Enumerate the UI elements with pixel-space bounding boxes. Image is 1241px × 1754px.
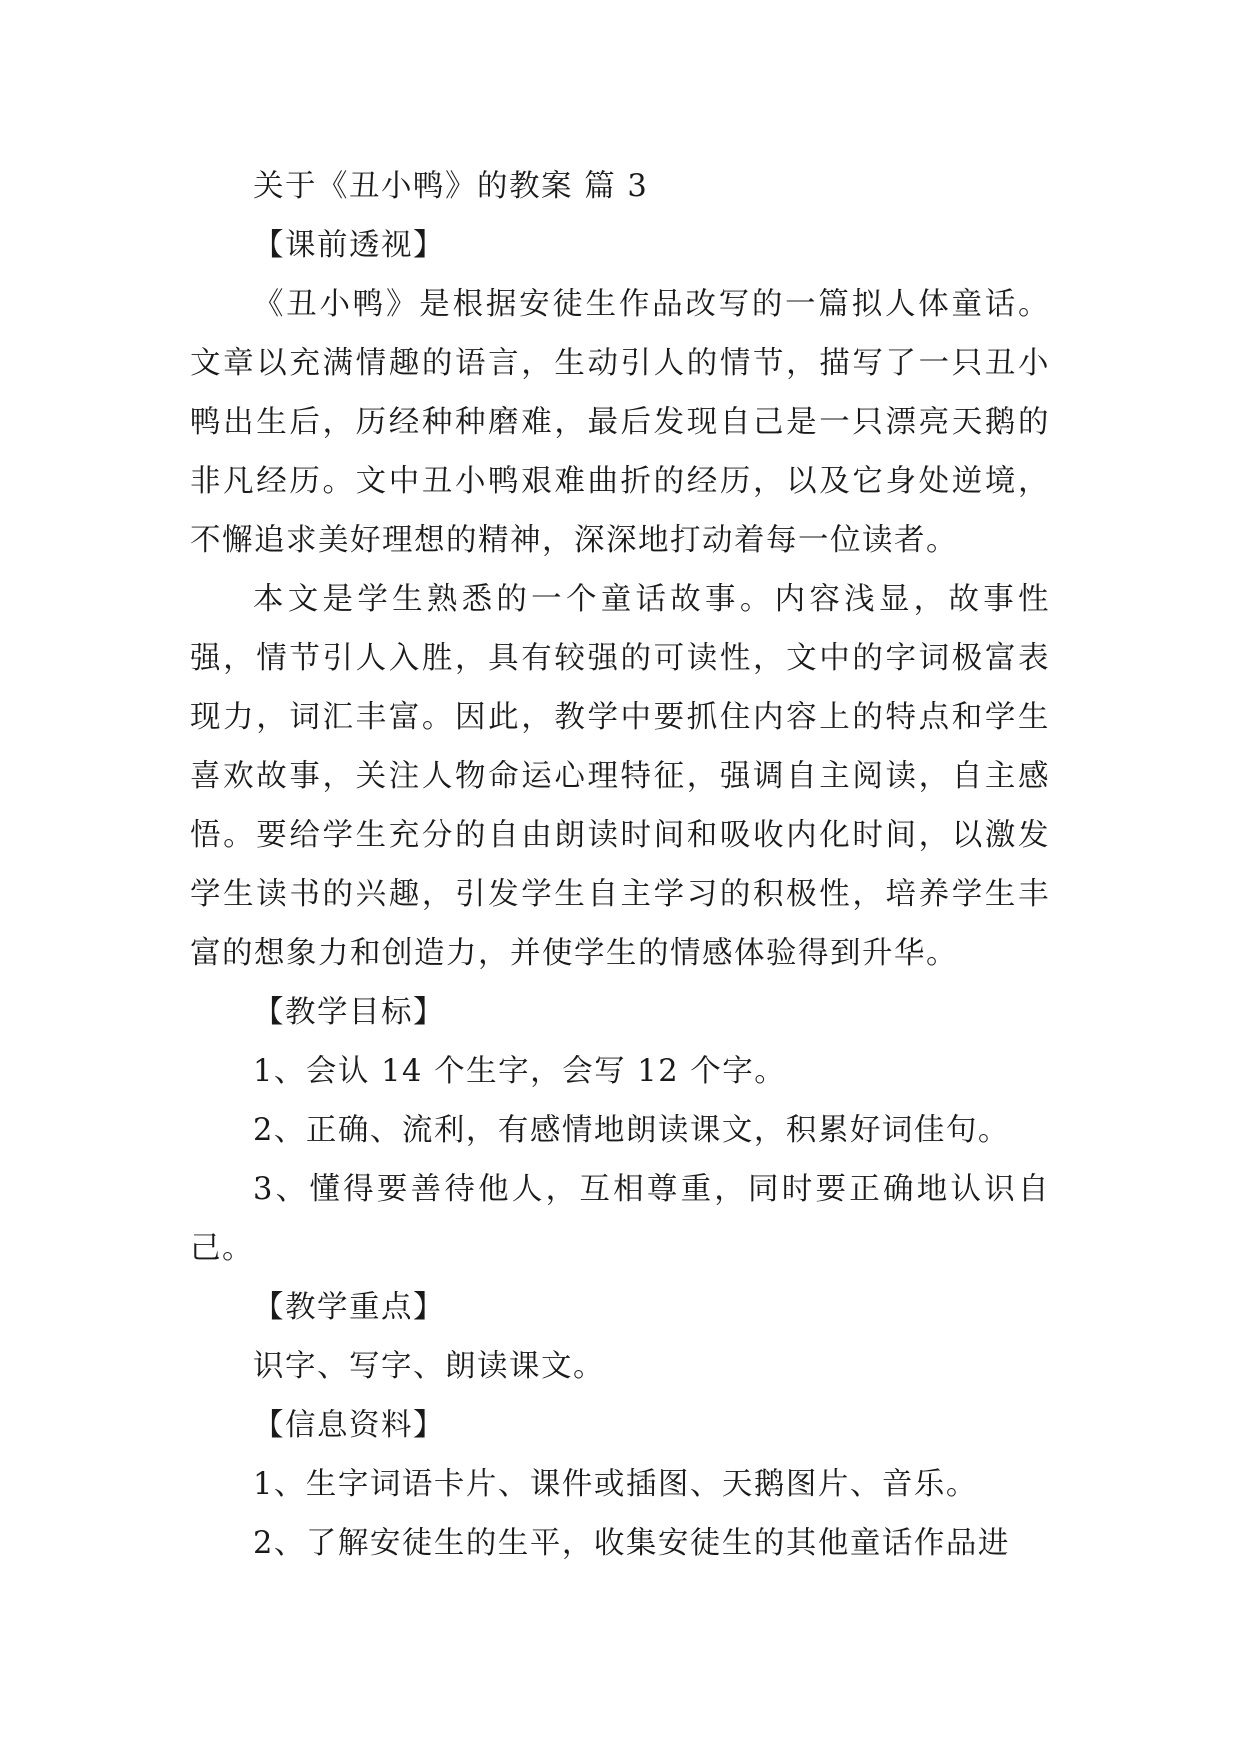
info-item-2: 2、了解安徒生的生平，收集安徒生的其他童话作品进 bbox=[253, 1526, 1010, 1561]
section-heading-key-points: 【教学重点】 bbox=[253, 1290, 445, 1325]
document-title: 关于《丑小鸭》的教案 篇 3 bbox=[253, 169, 649, 204]
goal-item-1: 1、会认 14 个生字，会写 12 个字。 bbox=[253, 1054, 787, 1089]
paragraph-analysis: 本文是学生熟悉的一个童话故事。内容浅显，故事性强，情节引人入胜，具有较强的可读性，文中的字词极富表现力，词汇丰富。因此，教学中要抓住内容上的特点和学生喜欢故事，关注人物命运心理特征，强调自主阅读，自主感悟。要给学生充分的自由朗读时间和吸收内化时间，以激发学生读书的兴趣，引发学生自主学习的积极性，培养学生丰富的想象力和创造力，并使学生的情感体验得到升华。 bbox=[190, 582, 1050, 971]
section-heading-goals: 【教学目标】 bbox=[253, 995, 445, 1030]
paragraph-intro: 《丑小鸭》是根据安徒生作品改写的一篇拟人体童话。文章以充满情趣的语言，生动引人的情节，描写了一只丑小鸭出生后，历经种种磨难，最后发现自己是一只漂亮天鹅的非凡经历。文中丑小鸭艰难曲折的经历，以及它身处逆境，不懈追求美好理想的精神，深深地打动着每一位读者。 bbox=[190, 287, 1050, 558]
key-points-text: 识字、写字、朗读课文。 bbox=[253, 1349, 605, 1384]
section-heading-info: 【信息资料】 bbox=[253, 1408, 445, 1443]
goal-item-3: 3、懂得要善待他人，互相尊重，同时要正确地认识自己。 bbox=[190, 1172, 1050, 1266]
section-heading-preview: 【课前透视】 bbox=[253, 228, 445, 263]
goal-item-2: 2、正确、流利，有感情地朗读课文，积累好词佳句。 bbox=[253, 1113, 1010, 1148]
document-body bbox=[190, 157, 1050, 1573]
info-item-1: 1、生字词语卡片、课件或插图、天鹅图片、音乐。 bbox=[253, 1467, 978, 1502]
